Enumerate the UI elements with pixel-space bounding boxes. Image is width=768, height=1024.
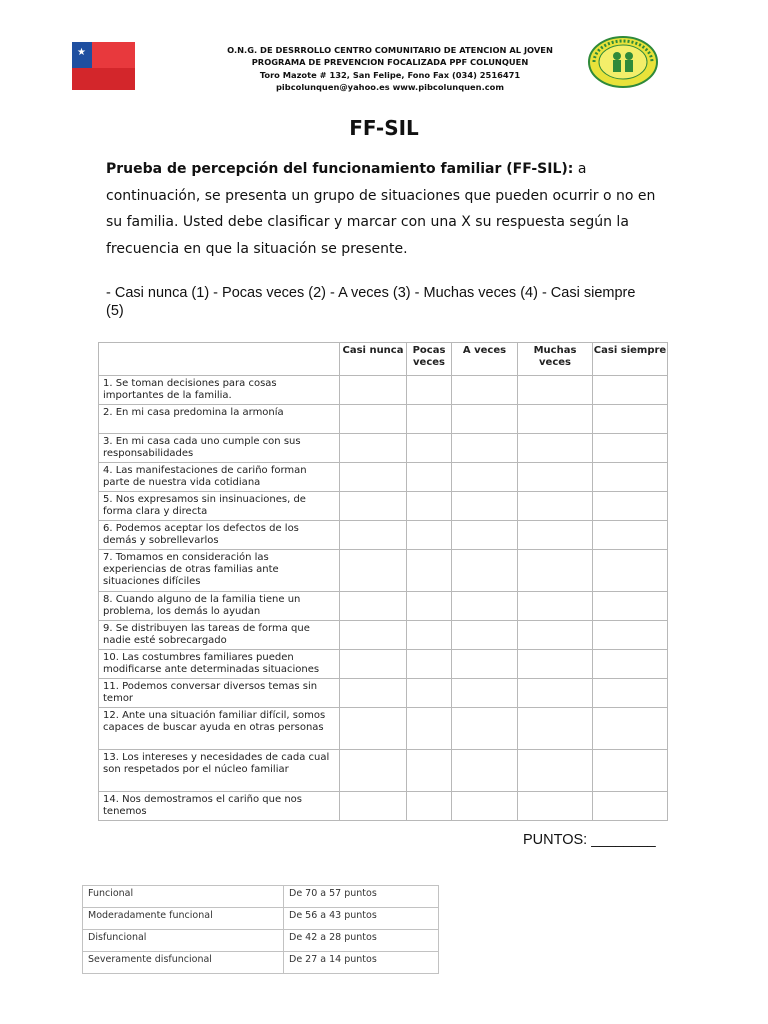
answer-cell[interactable]	[340, 708, 407, 750]
score-label: Severamente disfuncional	[83, 952, 284, 974]
answer-cell[interactable]	[518, 434, 593, 463]
answer-cell[interactable]	[452, 650, 518, 679]
answer-cell[interactable]	[593, 492, 668, 521]
answer-cell[interactable]	[407, 592, 452, 621]
answer-cell[interactable]	[518, 679, 593, 708]
question-text: 11. Podemos conversar diversos temas sin temor	[99, 679, 340, 708]
header-line-1: O.N.G. DE DESRROLLO CENTRO COMUNITARIO DE ATENCION AL JOVEN	[227, 45, 553, 55]
answer-cell[interactable]	[407, 463, 452, 492]
scale-legend: - Casi nunca (1) - Pocas veces (2) - A veces (3) - Muchas veces (4) - Casi siempre (5)	[106, 285, 636, 319]
question-text: 9. Se distribuyen las tareas de forma que nadie esté sobrecargado	[99, 621, 340, 650]
answer-cell[interactable]	[407, 650, 452, 679]
answer-cell[interactable]	[407, 621, 452, 650]
header-casi-nunca: Casi nunca	[340, 343, 407, 376]
table-row	[99, 434, 668, 463]
score-row	[83, 908, 439, 930]
intro-text: a continuación, se presenta un grupo de situaciones que pueden ocurrir o no en su familia. Usted debe clasificar y marcar con una X su respuesta según la frecuencia en que la situación se presente.	[106, 161, 656, 257]
answer-cell[interactable]	[452, 708, 518, 750]
answer-cell[interactable]	[518, 492, 593, 521]
answer-cell[interactable]	[340, 492, 407, 521]
table-row	[99, 792, 668, 821]
question-text: 6. Podemos aceptar los defectos de los demás y sobrellevarlos	[99, 521, 340, 550]
answer-cell[interactable]	[593, 792, 668, 821]
answer-cell[interactable]	[593, 405, 668, 434]
answer-cell[interactable]	[518, 792, 593, 821]
questionnaire-table	[98, 342, 668, 821]
question-text: 12. Ante una situación familiar difícil, somos capaces de buscar ayuda en otras personas	[99, 708, 340, 750]
answer-cell[interactable]	[407, 376, 452, 405]
table-row	[99, 463, 668, 492]
table-row	[99, 521, 668, 550]
government-logo	[72, 42, 135, 90]
answer-cell[interactable]	[518, 550, 593, 592]
answer-cell[interactable]	[593, 750, 668, 792]
answer-cell[interactable]	[407, 521, 452, 550]
answer-cell[interactable]	[593, 463, 668, 492]
answer-cell[interactable]	[518, 405, 593, 434]
program-seal-logo	[588, 36, 658, 88]
answer-cell[interactable]	[452, 376, 518, 405]
answer-cell[interactable]	[407, 405, 452, 434]
header-question-column	[99, 343, 340, 376]
question-text: 2. En mi casa predomina la armonía	[99, 405, 340, 434]
score-range: De 27 a 14 puntos	[284, 952, 439, 974]
table-row	[99, 405, 668, 434]
answer-cell[interactable]	[518, 708, 593, 750]
question-text: 13. Los intereses y necesidades de cada cual son respetados por el núcleo familiar	[99, 750, 340, 792]
answer-cell[interactable]	[452, 492, 518, 521]
score-row	[83, 886, 439, 908]
answer-cell[interactable]	[407, 434, 452, 463]
question-text: 5. Nos expresamos sin insinuaciones, de forma clara y directa	[99, 492, 340, 521]
score-row	[83, 952, 439, 974]
table-row	[99, 750, 668, 792]
answer-cell[interactable]	[452, 521, 518, 550]
answer-cell[interactable]	[518, 621, 593, 650]
question-text: 7. Tomamos en consideración las experiencias de otras familias ante situaciones difíciles	[99, 550, 340, 592]
answer-cell[interactable]	[593, 650, 668, 679]
answer-cell[interactable]	[593, 708, 668, 750]
answer-cell[interactable]	[340, 679, 407, 708]
intro-paragraph	[106, 156, 666, 262]
score-range: De 56 a 43 puntos	[284, 908, 439, 930]
answer-cell[interactable]	[593, 621, 668, 650]
question-text: 3. En mi casa cada uno cumple con sus responsabilidades	[99, 434, 340, 463]
organization-header	[200, 44, 580, 94]
answer-cell[interactable]	[593, 592, 668, 621]
table-row	[99, 650, 668, 679]
score-table	[82, 885, 439, 974]
question-text: 1. Se toman decisiones para cosas importantes de la familia.	[99, 376, 340, 405]
table-row	[99, 592, 668, 621]
answer-cell[interactable]	[518, 521, 593, 550]
answer-cell[interactable]	[407, 492, 452, 521]
score-range: De 70 a 57 puntos	[284, 886, 439, 908]
score-label: Funcional	[83, 886, 284, 908]
answer-cell[interactable]	[518, 592, 593, 621]
answer-cell[interactable]	[593, 679, 668, 708]
question-text: 10. Las costumbres familiares pueden modificarse ante determinadas situaciones	[99, 650, 340, 679]
answer-cell[interactable]	[407, 679, 452, 708]
header-muchas-veces: Muchas veces	[518, 343, 593, 376]
answer-cell[interactable]	[593, 521, 668, 550]
answer-cell[interactable]	[593, 434, 668, 463]
question-text: 14. Nos demostramos el cariño que nos tenemos	[99, 792, 340, 821]
table-header-row	[99, 343, 668, 376]
answer-cell[interactable]	[452, 679, 518, 708]
answer-cell[interactable]	[452, 550, 518, 592]
page-title: FF-SIL	[349, 116, 419, 140]
table-row	[99, 376, 668, 405]
answer-cell[interactable]	[340, 550, 407, 592]
header-line-3: Toro Mazote # 132, San Felipe, Fono Fax (034) 2516471	[259, 69, 521, 80]
answer-cell[interactable]	[340, 592, 407, 621]
answer-cell[interactable]	[340, 750, 407, 792]
header-line-2: PROGRAMA DE PREVENCION FOCALIZADA PPF COLUNQUEN	[251, 57, 529, 68]
answer-cell[interactable]	[340, 521, 407, 550]
table-row	[99, 550, 668, 592]
answer-cell[interactable]	[452, 405, 518, 434]
answer-cell[interactable]	[407, 550, 452, 592]
answer-cell[interactable]	[340, 650, 407, 679]
score-label: Moderadamente funcional	[83, 908, 284, 930]
answer-cell[interactable]	[518, 463, 593, 492]
question-text: 8. Cuando alguno de la familia tiene un problema, los demás lo ayudan	[99, 592, 340, 621]
score-row	[83, 930, 439, 952]
answer-cell[interactable]	[452, 792, 518, 821]
table-row	[99, 679, 668, 708]
header-casi-siempre: Casi siempre	[593, 343, 668, 376]
star-icon: ★	[77, 47, 86, 58]
intro-bold: Prueba de percepción del funcionamiento familiar (FF-SIL):	[106, 161, 574, 177]
header-line-4: pibcolunquen@yahoo.es www.pibcolunquen.com	[275, 82, 504, 93]
answer-cell[interactable]	[452, 592, 518, 621]
table-row	[99, 492, 668, 521]
score-label: Disfuncional	[83, 930, 284, 952]
question-text: 4. Las manifestaciones de cariño forman parte de nuestra vida cotidiana	[99, 463, 340, 492]
header-a-veces: A veces	[452, 343, 518, 376]
answer-cell[interactable]	[407, 708, 452, 750]
answer-cell[interactable]	[452, 434, 518, 463]
answer-cell[interactable]	[340, 405, 407, 434]
answer-cell[interactable]	[452, 750, 518, 792]
answer-cell[interactable]	[593, 550, 668, 592]
answer-cell[interactable]	[518, 650, 593, 679]
points-field: PUNTOS: ________	[523, 832, 656, 848]
answer-cell[interactable]	[593, 376, 668, 405]
table-row	[99, 708, 668, 750]
answer-cell[interactable]	[340, 463, 407, 492]
answer-cell[interactable]	[452, 463, 518, 492]
answer-cell[interactable]	[340, 376, 407, 405]
score-range: De 42 a 28 puntos	[284, 930, 439, 952]
answer-cell[interactable]	[340, 792, 407, 821]
table-row	[99, 621, 668, 650]
answer-cell[interactable]	[452, 621, 518, 650]
answer-cell[interactable]	[340, 621, 407, 650]
answer-cell[interactable]	[518, 750, 593, 792]
answer-cell[interactable]	[340, 434, 407, 463]
flag-red-field	[92, 42, 135, 68]
answer-cell[interactable]	[518, 376, 593, 405]
answer-cell[interactable]	[407, 792, 452, 821]
header-pocas-veces: Pocas veces	[407, 343, 452, 376]
flag-lower-band	[72, 68, 135, 90]
answer-cell[interactable]	[407, 750, 452, 792]
